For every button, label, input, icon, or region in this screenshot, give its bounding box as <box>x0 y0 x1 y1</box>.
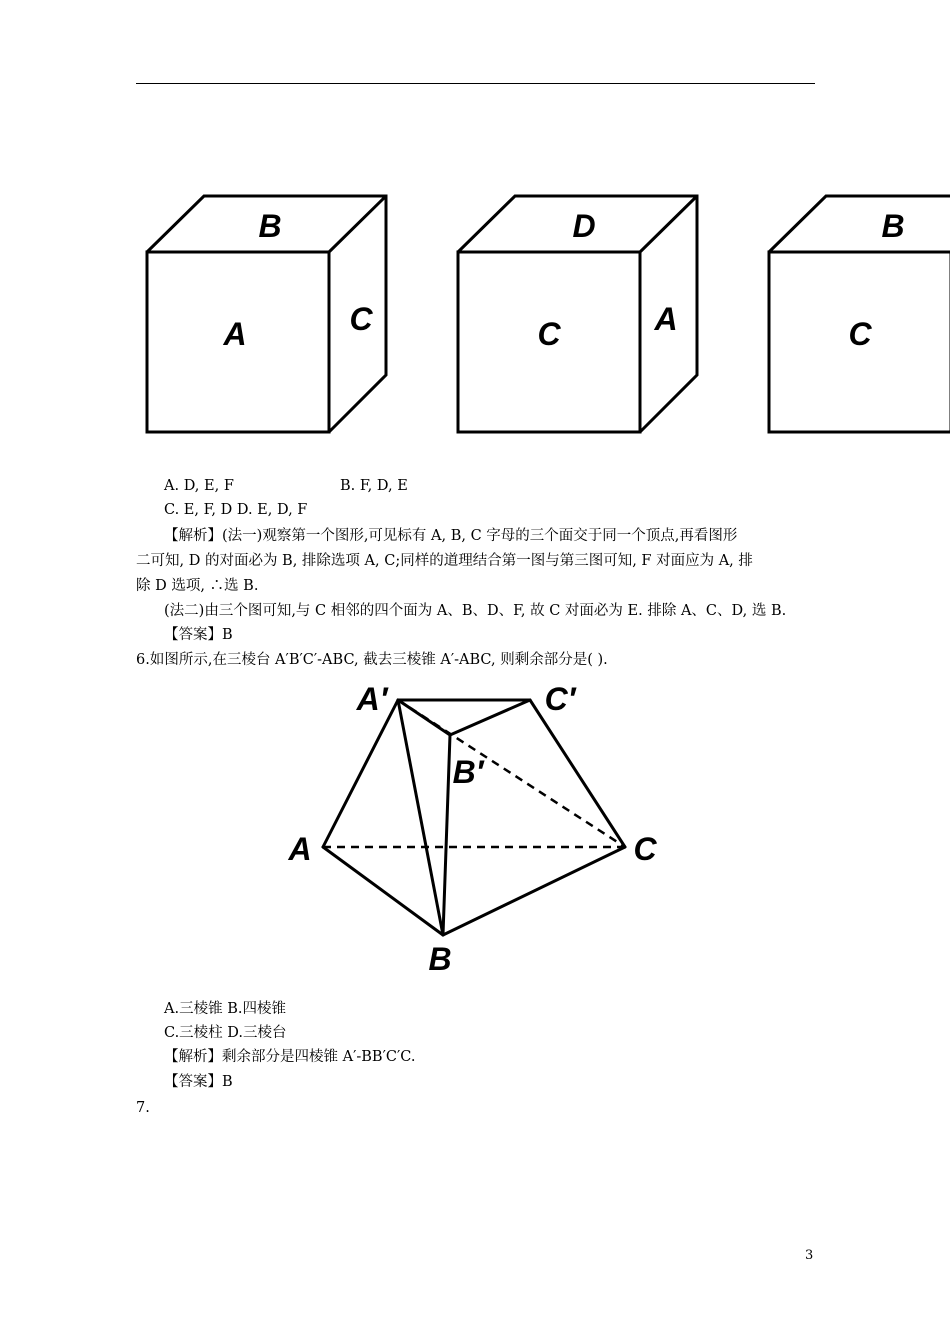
label-a: A <box>288 831 312 867</box>
cube-3-top-label: B <box>881 208 905 244</box>
edge-c1-c <box>530 700 625 847</box>
edge-b1-b <box>443 735 450 935</box>
label-b: B <box>428 941 452 977</box>
q6-options-row-2: C.三棱柱 D.三棱台 <box>164 1025 287 1041</box>
q6-options-row-1: A.三棱锥 B.四棱锥 <box>164 1001 286 1017</box>
q5-option-b: B. F, D, E <box>340 478 408 494</box>
edge-a-b <box>323 847 443 935</box>
label-c: C <box>633 831 657 867</box>
cube-3-front-label: C <box>848 316 872 352</box>
cube-1-side-label: C <box>349 301 373 337</box>
q5-analysis-1-line-2: 二可知, D 的对面必为 B, 排除选项 A, C;同样的道理结合第一图与第三图可知, F 对面应为 A, 排 <box>136 553 753 569</box>
cubes-figure <box>0 180 950 450</box>
edge-b1-c1 <box>450 700 530 735</box>
q5-analysis-1-line-3: 除 D 选项, ∴选 B. <box>136 578 259 594</box>
q7-stem: 7. <box>136 1100 150 1116</box>
label-b1: B′ <box>452 754 484 790</box>
q5-analysis-1-line-1: 【解析】(法一)观察第一个图形,可见标有 A, B, C 字母的三个面交于同一个顶点,再看图形 <box>164 528 738 544</box>
cube-1-front-label: A <box>223 316 247 352</box>
frustum-figure <box>280 670 680 980</box>
cube-2-side-label: A <box>654 301 678 337</box>
header-rule <box>136 83 815 84</box>
cube-3 <box>769 196 950 432</box>
cube-2-front-label: C <box>537 316 561 352</box>
q5-option-a: A. D, E, F <box>164 478 234 494</box>
edge-b-c <box>443 847 625 935</box>
edge-a1-b <box>398 700 443 935</box>
edge-a1-a <box>323 700 398 847</box>
q6-answer: 【答案】B <box>164 1074 233 1090</box>
q5-answer: 【答案】B <box>164 627 233 643</box>
q5-options-row-2: C. E, F, D D. E, D, F <box>164 502 308 518</box>
page-number: 3 <box>805 1248 814 1263</box>
q6-analysis: 【解析】剩余部分是四棱锥 A′-BB′C′C. <box>164 1049 416 1065</box>
q6-stem: 6.如图所示,在三棱台 A′B′C′-ABC, 截去三棱锥 A′-ABC, 则剩余部分是( ). <box>136 652 608 668</box>
cube-2-top-label: D <box>572 208 596 244</box>
q5-analysis-2: (法二)由三个图可知,与 C 相邻的四个面为 A、B、D、F, 故 C 对面必为 E. 排除 A、C、D, 选 B. <box>164 603 787 619</box>
cube-1-top-label: B <box>258 208 282 244</box>
label-c1: C′ <box>544 681 576 717</box>
label-a1: A′ <box>356 681 388 717</box>
